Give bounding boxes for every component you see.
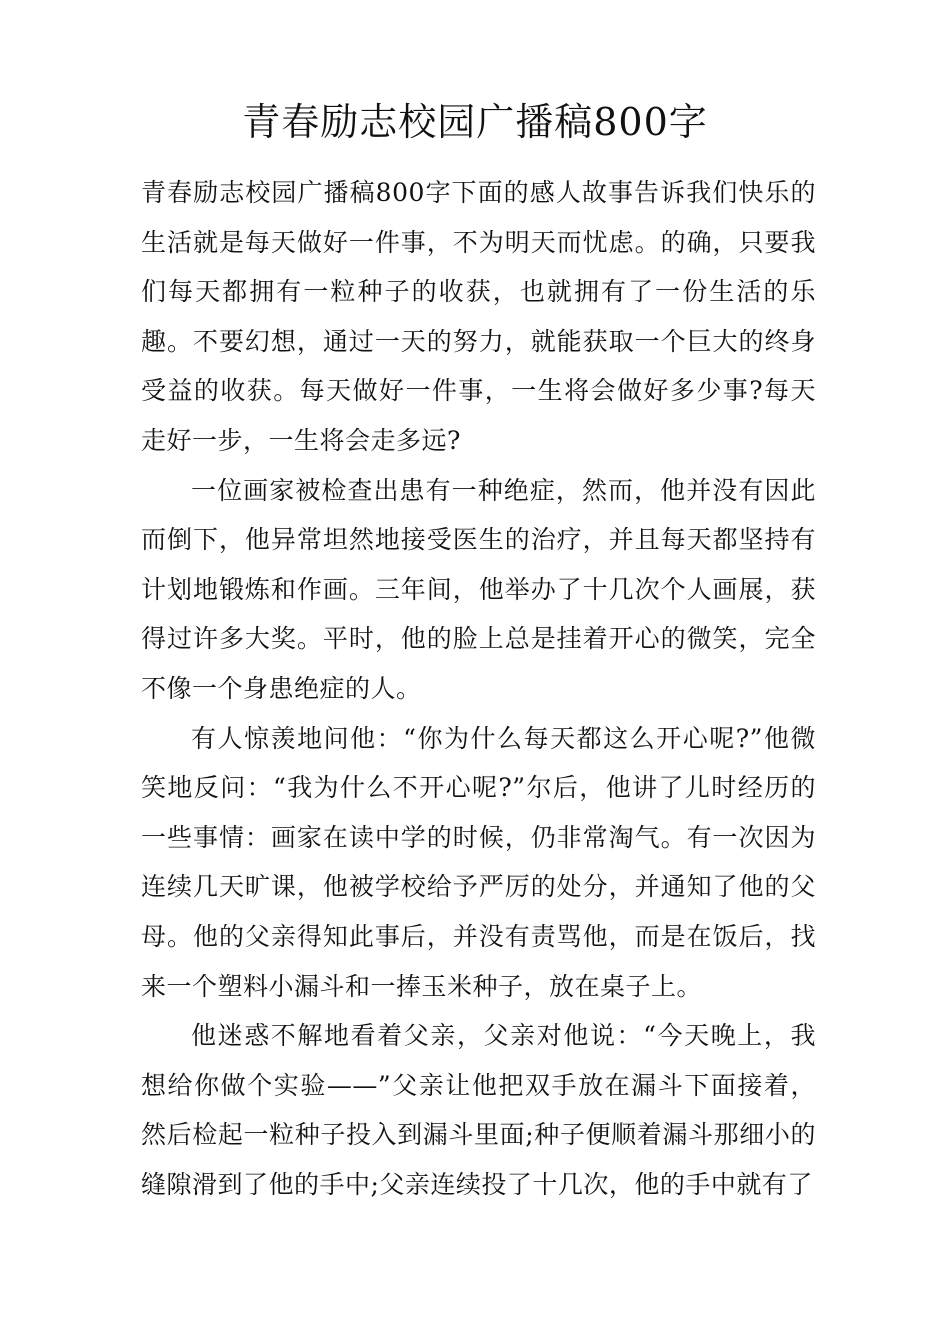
- document-body: [141, 168, 816, 1209]
- document-title: 青春励志校园广播稿800字: [242, 100, 708, 144]
- paragraph-intro: 青春励志校园广播稿800字下面的感人故事告诉我们快乐的生活就是每天做好一件事，不为明天而忧虑。的确，只要我们每天都拥有一粒种子的收获，也就拥有了一份生活的乐趣。不要幻想，通过一天的努力，就能获取一个巨大的终身受益的收获。每天做好一件事，一生将会做好多少事?每天走好一步，一生将会走多远?: [141, 178, 816, 455]
- paragraph-experiment: 他迷惑不解地看着父亲，父亲对他说：“今天晚上，我想给你做个实验——”父亲让他把双手放在漏斗下面接着，然后检起一粒种子投入到漏斗里面;种子便顺着漏斗那细小的缝隙滑到了他的手中;父亲连续投了十几次，他的手中就有了: [141, 1021, 816, 1199]
- paragraph-question: 有人惊羡地问他：“你为什么每天都这么开心呢?”他微笑地反问：“我为什么不开心呢?”尔后，他讲了儿时经历的一些事情：画家在读中学的时候，仍非常淘气。有一次因为连续几天旷课，他被学校给予严厉的处分，并通知了他的父母。他的父亲得知此事后，并没有责骂他，而是在饭后，找来一个塑料小漏斗和一捧玉米种子，放在桌子上。: [141, 723, 816, 1001]
- paragraph-painter: 一位画家被检查出患有一种绝症，然而，他并没有因此而倒下，他异常坦然地接受医生的治疗，并且每天都坚持有计划地锻炼和作画。三年间，他举办了十几次个人画展，获得过许多大奖。平时，他的脸上总是挂着开心的微笑，完全不像一个身患绝症的人。: [141, 475, 816, 703]
